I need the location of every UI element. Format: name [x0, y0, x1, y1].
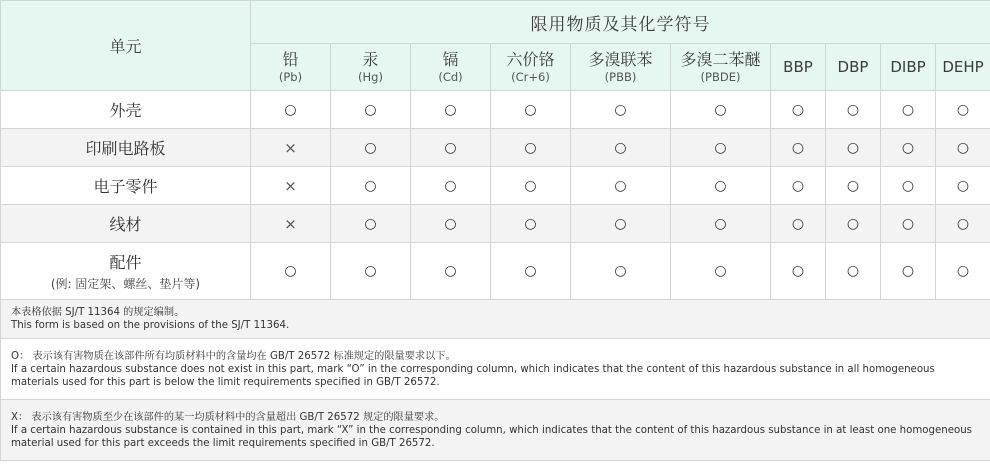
- table-row: [1, 205, 990, 243]
- mark-compliant: ○: [571, 129, 671, 167]
- mark-compliant: ○: [251, 91, 331, 129]
- mark-compliant: ○: [331, 167, 411, 205]
- substance-header: [331, 44, 411, 91]
- substance-name: 多溴二苯醚: [680, 49, 761, 69]
- mark-compliant: ○: [826, 129, 881, 167]
- table-row: [1, 129, 990, 167]
- substance-symbol: (PBB): [604, 69, 637, 84]
- substance-name: 镉: [442, 49, 459, 69]
- mark-compliant: ○: [571, 205, 671, 243]
- substance-symbol: (Cd): [438, 69, 463, 84]
- substance-name: DEHP: [942, 58, 984, 76]
- table-row: [1, 167, 990, 205]
- substance-header: [826, 44, 881, 91]
- part-cell: [1, 243, 251, 300]
- restricted-substances-header: 限用物质及其化学符号: [251, 1, 990, 44]
- mark-compliant: ○: [491, 167, 571, 205]
- mark-compliant: ○: [771, 129, 826, 167]
- table-row: [1, 91, 990, 129]
- mark-compliant: ○: [881, 167, 936, 205]
- mark-compliant: ○: [491, 91, 571, 129]
- note-standard: [1, 300, 990, 339]
- substance-name: 汞: [362, 49, 379, 69]
- part-name: 电子零件: [93, 177, 158, 196]
- mark-compliant: ○: [251, 243, 331, 300]
- substance-header: [251, 44, 331, 91]
- substance-name: DBP: [837, 58, 869, 76]
- mark-compliant: ○: [771, 243, 826, 300]
- substance-header: [936, 44, 990, 91]
- mark-compliant: ○: [671, 205, 771, 243]
- mark-compliant: ○: [411, 129, 491, 167]
- mark-compliant: ○: [491, 205, 571, 243]
- mark-compliant: ○: [671, 243, 771, 300]
- mark-compliant: ○: [331, 205, 411, 243]
- mark-compliant: ○: [571, 91, 671, 129]
- substance-symbol: (Pb): [278, 69, 303, 84]
- mark-compliant: ○: [571, 243, 671, 300]
- mark-compliant: ○: [936, 91, 990, 129]
- substance-symbol: (Cr+6): [511, 69, 550, 84]
- mark-compliant: ○: [936, 243, 990, 300]
- mark-compliant: ○: [826, 243, 881, 300]
- note-x-mark: [1, 400, 990, 461]
- substance-symbol: (Hg): [358, 69, 383, 84]
- mark-compliant: ○: [881, 129, 936, 167]
- part-cell: [1, 205, 251, 243]
- note-x-mark-cn: X： 表示该有害物质至少在该部件的某一均质材料中的含量超出 GB/T 26572 规定的限量要求。: [11, 411, 445, 423]
- part-examples: (例: 固定架、螺丝、垫片等): [50, 277, 201, 291]
- mark-compliant: ○: [771, 91, 826, 129]
- mark-compliant: ○: [881, 91, 936, 129]
- part-cell: [1, 167, 251, 205]
- part-name: 配件: [109, 253, 142, 272]
- mark-compliant: ○: [671, 167, 771, 205]
- mark-compliant: ○: [881, 205, 936, 243]
- mark-compliant: ○: [771, 167, 826, 205]
- substance-symbol: (PBDE): [700, 69, 741, 84]
- note-o-mark-en: If a certain hazardous substance does not exist in this part, mark “O” in the corresponding column, which indicates that the content of this hazardous substance in all homogeneous materials used for this part is below the limit requirements specified in GB/T 26572.: [11, 363, 935, 388]
- substance-header: [571, 44, 671, 91]
- mark-compliant: ○: [331, 243, 411, 300]
- mark-compliant: ○: [826, 167, 881, 205]
- note-o-mark: [1, 339, 990, 400]
- substance-header: [881, 44, 936, 91]
- note-o-mark-cn: O： 表示该有害物质在该部件所有均质材料中的含量均在 GB/T 26572 标准规定的限量要求以下。: [11, 350, 456, 362]
- mark-compliant: ○: [936, 205, 990, 243]
- mark-compliant: ○: [671, 129, 771, 167]
- substance-name: 铅: [282, 49, 299, 69]
- part-cell: [1, 129, 251, 167]
- note-standard-en: This form is based on the provisions of the SJ/T 11364.: [11, 320, 290, 332]
- substance-name: DIBP: [890, 58, 926, 76]
- part-cell: [1, 91, 251, 129]
- note-standard-cn: 本表格依据 SJ/T 11364 的规定编制。: [11, 307, 185, 318]
- table-row: [1, 243, 990, 300]
- substance-header: [671, 44, 771, 91]
- substance-name: 多溴联苯: [588, 49, 653, 69]
- mark-exceeds: ×: [251, 129, 331, 167]
- substance-name: 六价铬: [506, 49, 555, 69]
- mark-compliant: ○: [491, 243, 571, 300]
- mark-exceeds: ×: [251, 167, 331, 205]
- mark-compliant: ○: [936, 129, 990, 167]
- part-name: 线材: [109, 215, 142, 234]
- mark-compliant: ○: [411, 167, 491, 205]
- mark-exceeds: ×: [251, 205, 331, 243]
- substance-header: [491, 44, 571, 91]
- part-name: 印刷电路板: [85, 139, 166, 158]
- mark-compliant: ○: [671, 91, 771, 129]
- mark-compliant: ○: [331, 91, 411, 129]
- mark-compliant: ○: [771, 205, 826, 243]
- mark-compliant: ○: [491, 129, 571, 167]
- substance-name: BBP: [783, 58, 813, 76]
- mark-compliant: ○: [411, 91, 491, 129]
- substance-header: [411, 44, 491, 91]
- mark-compliant: ○: [411, 205, 491, 243]
- substance-header: [771, 44, 826, 91]
- part-name: 外壳: [109, 101, 142, 120]
- mark-compliant: ○: [331, 129, 411, 167]
- mark-compliant: ○: [936, 167, 990, 205]
- mark-compliant: ○: [881, 243, 936, 300]
- note-x-mark-en: If a certain hazardous substance is contained in this part, mark “X” in the corresponding column, which indicates that the content of this hazardous substance in at least one homogeneous material used for this part exceeds the limit requirements specified in GB/T 26572.: [11, 424, 972, 449]
- unit-header: 单元: [1, 1, 251, 91]
- mark-compliant: ○: [571, 167, 671, 205]
- mark-compliant: ○: [826, 205, 881, 243]
- mark-compliant: ○: [826, 91, 881, 129]
- mark-compliant: ○: [411, 243, 491, 300]
